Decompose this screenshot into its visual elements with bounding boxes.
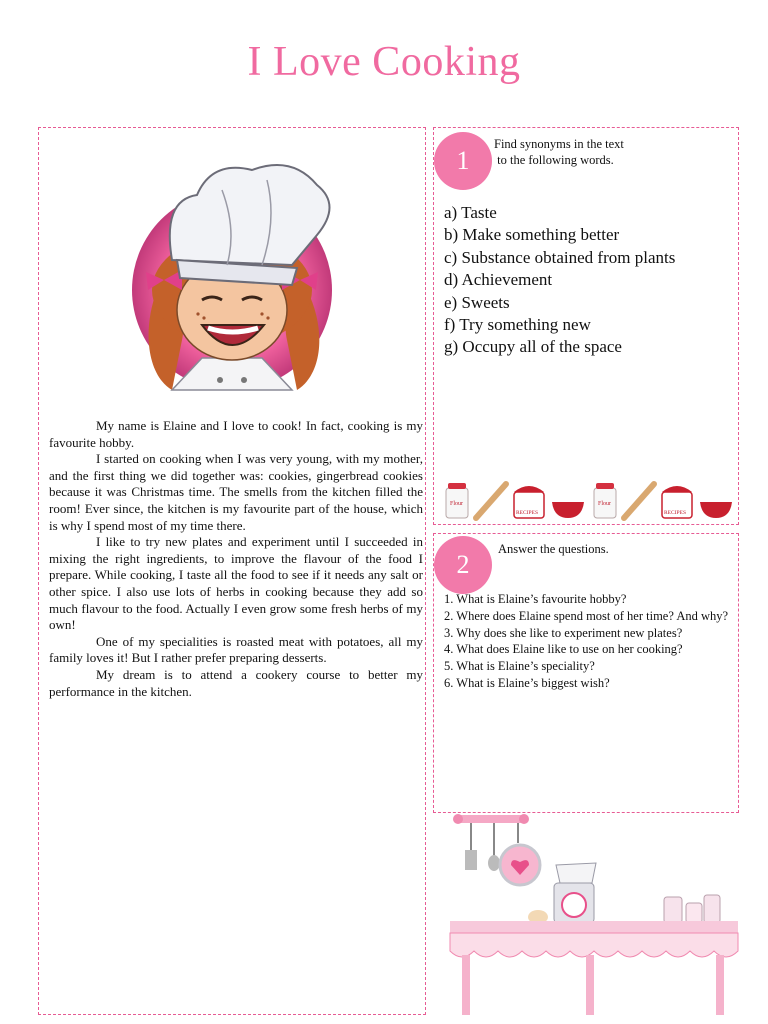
kitchen-table-illustration	[446, 805, 742, 1017]
flour-label: Flour	[450, 501, 464, 507]
jar-icon	[686, 903, 702, 923]
recipes-label: RECIPES	[664, 510, 687, 516]
list-item: 1. What is Elaine’s favourite hobby?	[444, 592, 627, 606]
exercise-number-badge: 2	[434, 536, 492, 594]
story-box	[38, 127, 426, 1015]
utensil-rack	[456, 815, 526, 823]
instruction-line: to the following words.	[494, 153, 614, 167]
story-paragraph: My name is Elaine and I love to cook! In fact, cooking is my favourite hobby.	[49, 418, 423, 450]
story-text	[49, 418, 423, 700]
exercise-instruction: Answer the questions.	[498, 542, 609, 556]
exercise-number-badge: 1	[434, 132, 492, 190]
tablecloth-scallops	[450, 933, 738, 957]
kitchen-items-strip	[444, 478, 736, 522]
bowl-icon	[700, 502, 732, 518]
chef-girl-illustration	[102, 140, 362, 400]
list-item: 3. Why does she like to experiment new plates?	[444, 625, 683, 640]
list-item: 2. Where does Elaine spend most of her time? And why?	[444, 608, 729, 623]
synonym-word-list	[444, 202, 736, 359]
list-item: d) Achievement	[444, 270, 553, 290]
recipe-box-icon	[514, 486, 544, 518]
story-paragraph: One of my specialities is roasted meat with potatoes, all my family loves it! But I rather prefer preparing desserts.	[49, 633, 423, 666]
story-paragraph: My dream is to attend a cookery course to better my performance in the kitchen.	[49, 666, 423, 699]
table-leg	[586, 955, 594, 1015]
page-title: I Love Cooking	[247, 39, 521, 85]
list-item: f) Try something new	[444, 315, 591, 335]
ladle-icon	[488, 855, 500, 871]
flour-jar-icon	[594, 483, 616, 518]
jar-icon	[664, 897, 682, 923]
list-item: 4. What does Elaine like to use on her cooking?	[444, 642, 683, 657]
jar-icon	[704, 895, 720, 923]
exercise-1-box	[433, 127, 739, 525]
rolling-pin-icon	[476, 484, 506, 518]
list-item: a) Taste	[444, 203, 497, 222]
list-item: e) Sweets	[444, 292, 510, 312]
table-leg	[716, 955, 724, 1015]
flour-label: Flour	[598, 501, 612, 507]
list-item: b) Make something better	[444, 225, 620, 245]
flour-jar-icon	[446, 483, 468, 518]
list-item: 6. What is Elaine’s biggest wish?	[444, 675, 610, 690]
table-leg	[462, 955, 470, 1015]
list-item: g) Occupy all of the space	[444, 337, 622, 357]
tablecloth-top	[450, 921, 738, 933]
list-item: 5. What is Elaine’s speciality?	[444, 659, 595, 674]
recipes-label: RECIPES	[516, 510, 539, 516]
exercise-2-box	[433, 533, 739, 813]
story-paragraph: I started on cooking when I was very young, with my mother, and the first thing we did together was: cookies, gingerbread cookies because it was Christmas time. The smells from the kitchen filled the room! Ever since, the kitchen is my favourite part of the house, which is why I spend most of my time there.	[49, 451, 423, 533]
spatula-icon	[465, 850, 477, 870]
rolling-pin-icon	[624, 484, 654, 518]
recipe-box-icon	[662, 486, 692, 518]
question-list	[444, 591, 736, 692]
list-item: c) Substance obtained from plants	[444, 247, 676, 267]
story-paragraph: I like to try new plates and experiment until I succeeded in mixing the right ingredients, to improve the flavour of the food I prepare. While cooking, I taste all the food to see if it needs any salt or other spice. I also use lots of herbs in cooking because they add so much flavour to the food. Actually I even grow some fresh herbs of my own!	[49, 534, 423, 633]
exercise-instruction	[494, 136, 704, 168]
bowl-icon	[552, 502, 584, 518]
instruction-line: Find synonyms in the text	[494, 137, 624, 151]
